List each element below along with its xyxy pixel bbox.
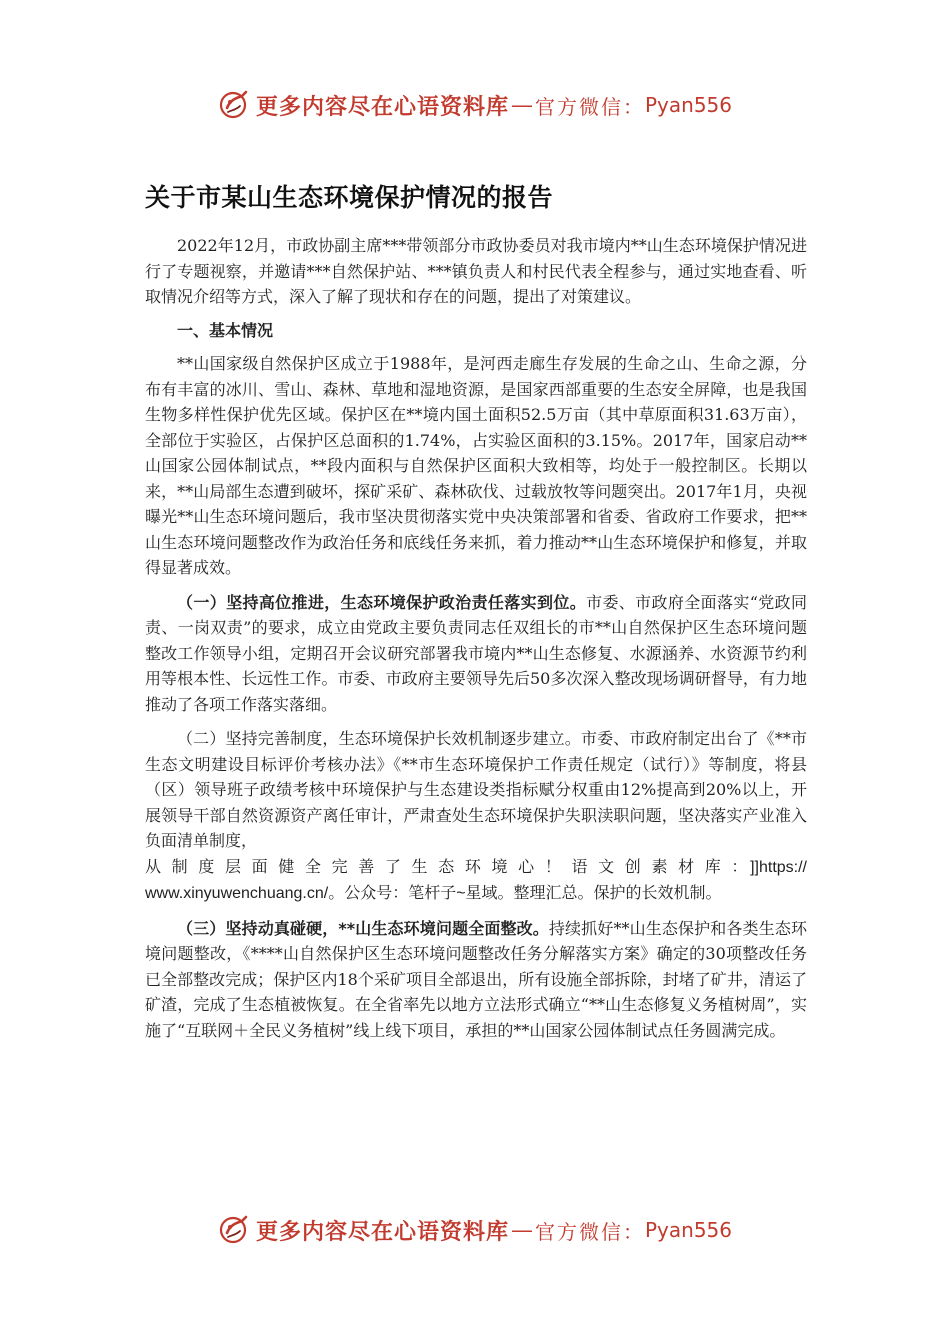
intro-paragraph: 2022年12月，市政协副主席***带领部分市政协委员对我市境内**山生态环境保护情况进行了专题视察，并邀请***自然保护站、***镇负责人和村民代表全程参与，通过实地查看、听取情况介绍等方式，深入了解了现状和存在的问题，提出了对策建议。 (145, 236, 807, 306)
basic-situation-paragraph: **山国家级自然保护区成立于1988年，是河西走廊生存发展的生命之山、生命之源，分布有丰富的冰川、雪山、森林、草地和湿地资源，是国家西部重要的生态安全屏障，也是我国生物多样性保护优先区域。保护区在**境内国土面积52.5万亩（其中草原面积31.63万亩），全部位于实验区，占保护区总面积的1.74%，占实验区面积的3.15%。2017年，国家启动**山国家公园体制试点，**段内面积与自然保护区面积大致相等，均处于一般控制区。长期以来，**山局部生态遭到破坏，探矿采矿、森林砍伐、过载放牧等问题突出。2017年1月，央视曝光**山生态环境问题后，我市坚决贯彻落实党中央决策部署和省委、省政府工作要求，把**山生态环境问题整改作为政治任务和底线任务来抓，着力推动**山生态环境保护和修复，并取得显著成效。 (145, 354, 807, 577)
brand-logo-icon (218, 88, 252, 122)
banner-dash: — (511, 92, 533, 118)
banner-brand-text: 更多内容尽在心语资料库 (255, 93, 509, 120)
brand-logo-icon (218, 1213, 252, 1247)
banner-brand-text: 更多内容尽在心语资料库 (255, 1218, 509, 1245)
item3-body: 持续抓好**山生态保护和各类生态环境问题整改，《****山自然保护区生态环境问题整改任务分解落实方案》确定的30项整改任务已全部整改完成；保护区内18个采矿项目全部退出，所有设施全部拆除，封堵了矿井，清运了矿渣，完成了生态植被恢复。在全省率先以地方立法形式确立“**山生态修复义务植树周”，实施了“互联网＋全民义务植树”线上线下项目，承担的**山国家公园体制试点任务圆满完成。 (145, 918, 807, 1040)
item2-line-b (145, 854, 807, 881)
item3-lead: （三）坚持动真碰硬，**山生态环境问题全面整改。 (177, 918, 549, 938)
footer-banner (0, 1208, 950, 1252)
document-title: 关于市某山生态环境保护情况的报告 (145, 183, 554, 212)
header-banner (0, 83, 950, 127)
banner-official-label: 官方微信： (535, 94, 645, 119)
item1-lead: （一）坚持高位推进，生态环境保护政治责任落实到位。 (177, 592, 587, 612)
section-heading-basic: 一、基本情况 (177, 320, 274, 340)
item1-paragraph (145, 590, 807, 718)
banner-official-label: 官方微信： (535, 1219, 645, 1244)
item2-line-c (145, 880, 807, 907)
item1-body: 市委、市政府全面落实“党政同责、一岗双责”的要求，成立由党政主要负责同志任双组长的市**山自然保护区生态环境问题整改工作领导小组，定期召开会议研究部署我市境内**山生态修复、水源涵养、水资源节约利用等根本性、长远性工作。市委、市政府主要领导先后50多次深入整改现场调研督导，有力地推动了各项工作落实落细。 (145, 592, 807, 714)
banner-wechat-id: Pyan556 (645, 1218, 733, 1242)
document-body (145, 233, 807, 1043)
item2-paragraph (145, 726, 807, 854)
item3-paragraph (145, 916, 807, 1044)
item2-text: （二）坚持完善制度，生态环境保护长效机制逐步建立。市委、市政府制定出台了《**市生态文明建设目标评价考核办法》《**市生态环境保护工作责任规定（试行）》等制度，将县（区）领导班子政绩考核中环境保护与生态建设类指标赋分权重由12%提高到20%以上，开展领导干部自然资源资产离任审计，严肃查处生态环境保护失职渎职问题，坚决落实产业准入负面清单制度， (145, 729, 807, 850)
banner-wechat-id: Pyan556 (645, 93, 733, 117)
banner-dash: — (511, 1217, 533, 1243)
item2-watermark-line: 从制度层面健全完善了生态环境心！语文创素材库：]]https:// (145, 858, 807, 876)
item2-url-line: www.xinyuwenchuang.cn/。公众号：笔杆子~星域。整理汇总。保护的长效机制。 (145, 885, 722, 902)
